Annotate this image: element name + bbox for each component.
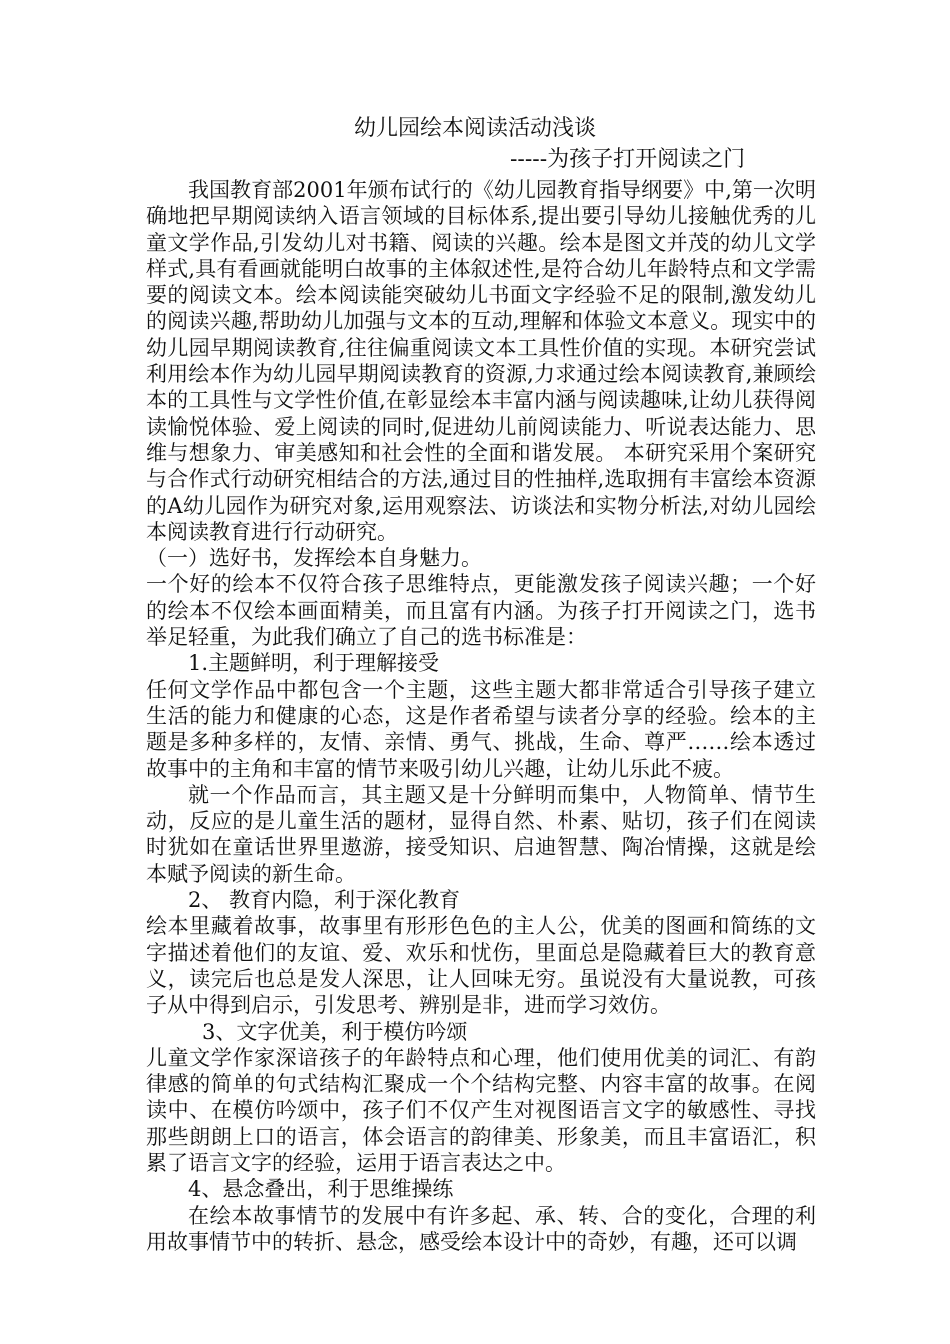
item-heading-2: 2、 教育内隐，利于深化教育 — [188, 888, 461, 913]
section-paragraph: 一个好的绘本不仅符合孩子思维特点，更能激发孩子阅读兴趣；一个好的绘本不仅绘本画面精美，而且富有内涵。为孩子打开阅读之门，选书举足轻重，为此我们确立了自己的选书标准是： — [146, 572, 816, 650]
item-paragraph-3: 儿童文学作家深谙孩子的年龄特点和心理，他们使用优美的词汇、有韵律感的简单的句式结构汇聚成一个个结构完整、内容丰富的故事。在阅读中、在模仿吟颂中，孩子们不仅产生对视图语言文字的敏感性、寻找那些朗朗上口的语言，体会语言的韵律美、形象美，而且丰富语汇，积累了语言文字的经验，运用于语言表达之中。 — [146, 1045, 816, 1175]
item-heading-4: 4、悬念叠出，利于思维操练 — [188, 1177, 454, 1202]
item-paragraph-1: 任何文学作品中都包含一个主题，这些主题大都非常适合引导孩子建立生活的能力和健康的心态，这是作者希望与读者分享的经验。绘本的主题是多种多样的，友情、亲情、勇气、挑战，生命、尊严……绘本透过故事中的主角和丰富的情节来吸引幼儿兴趣，让幼儿乐此不疲。 — [146, 677, 816, 781]
item-heading-3: 3、文字优美，利于模仿吟颂 — [202, 1019, 468, 1044]
item-paragraph-2: 绘本里藏着故事，故事里有形形色色的主人公，优美的图画和简练的文字描述着他们的友谊、爱、欢乐和忧伤，里面总是隐藏着巨大的教育意义，读完后也总是发人深思，让人回味无穷。虽说没有大量说教，可孩子从中得到启示，引发思考、辨别是非，进而学习效仿。 — [146, 914, 816, 1018]
intro-paragraph: 我国教育部2001年颁布试行的《幼儿园教育指导纲要》中,第一次明确地把早期阅读纳入语言领域的目标体系,提出要引导幼儿接触优秀的儿童文学作品,引发幼儿对书籍、阅读的兴趣。绘本是图文并茂的幼儿文学样式,具有看画就能明白故事的主体叙述性,是符合幼儿年龄特点和文学需要的阅读文本。绘本阅读能突破幼儿书面文字经验不足的限制,激发幼儿的阅读兴趣,帮助幼儿加强与文本的互动,理解和体验文本意义。现实中的幼儿园早期阅读教育,往往偏重阅读文本工具性价值的实现。本研究尝试利用绘本作为幼儿园早期阅读教育的资源,力求通过绘本阅读教育,兼顾绘本的工具性与文学性价值,在彰显绘本丰富内涵与阅读趣味,让幼儿获得阅读愉悦体验、爱上阅读的同时,促进幼儿前阅读能力、听说表达能力、思维与想象力、审美感知和社会性的全面和谐发展。 本研究采用个案研究与合作式行动研究相结合的方法,通过目的性抽样,选取拥有丰富绘本资源的A幼儿园作为研究对象,运用观察法、访谈法和实物分析法,对幼儿园绘本阅读教育进行行动研究。 — [146, 178, 816, 544]
document-title: 幼儿园绘本阅读活动浅谈 — [353, 116, 596, 141]
document-body — [146, 177, 816, 1255]
item-paragraph-1b: 就一个作品而言，其主题又是十分鲜明而集中，人物简单、情节生动，反应的是儿童生活的题材，显得自然、朴素、贴切，孩子们在阅读时犹如在童话世界里遨游，接受知识、启迪智慧、陶冶情操，这就是绘本赋予阅读的新生命。 — [146, 782, 816, 886]
document-subtitle: -----为孩子打开阅读之门 — [510, 147, 746, 172]
section-heading: （一）选好书，发挥绘本自身魅力。 — [146, 546, 482, 571]
item-paragraph-4: 在绘本故事情节的发展中有许多起、承、转、合的变化，合理的利用故事情节中的转折、悬念，感受绘本设计中的奇妙，有趣，还可以调 — [146, 1203, 816, 1254]
item-heading-1: 1.主题鲜明，利于理解接受 — [188, 651, 440, 676]
